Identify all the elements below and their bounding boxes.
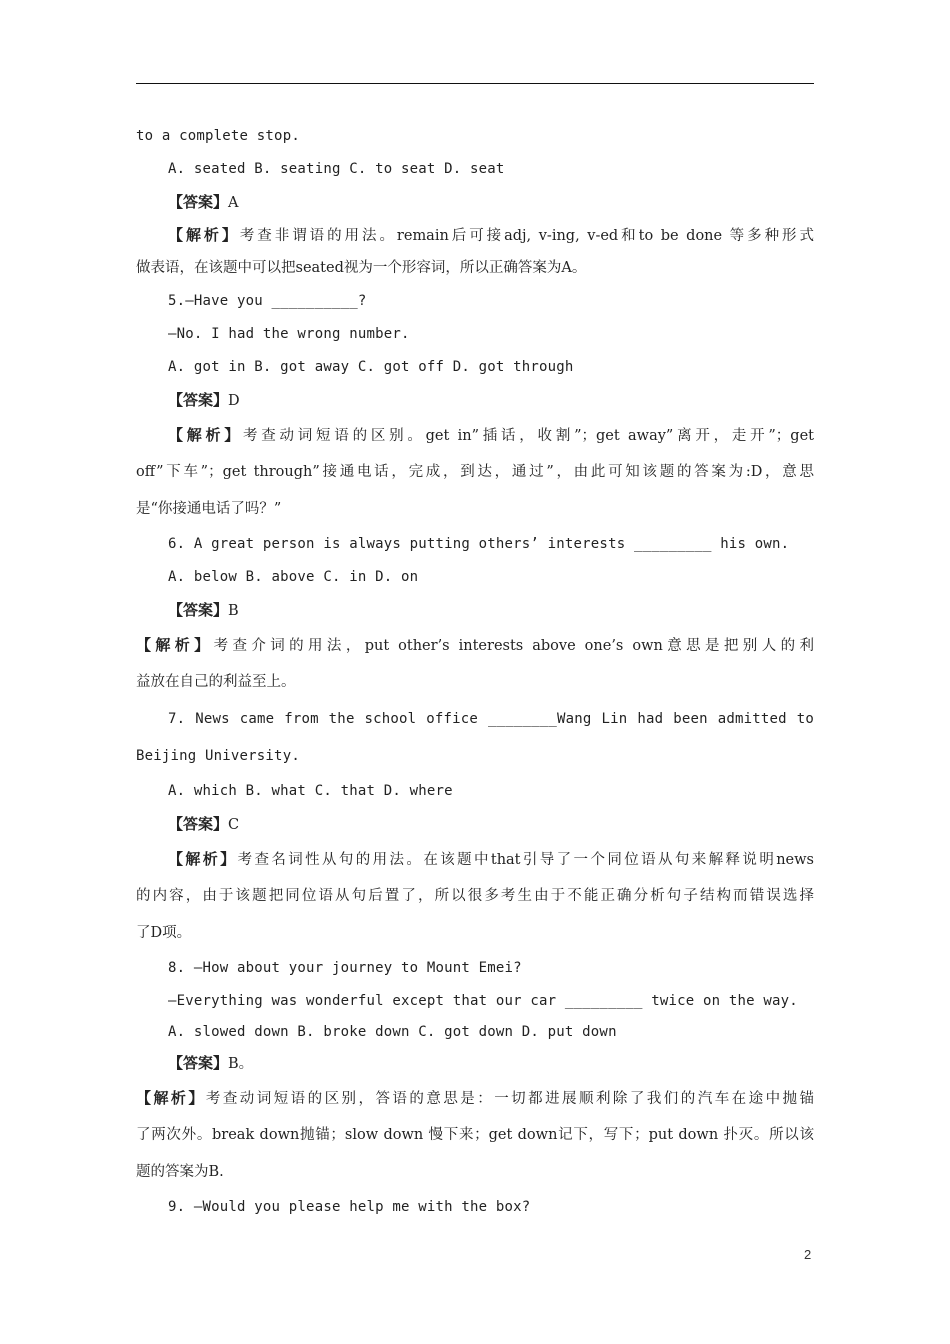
text-line: —Everything was wonderful except that our car _________ twice on the way. (168, 993, 798, 1009)
text-line: —No. I had the wrong number. (168, 326, 410, 342)
text-line: 了D项。 (136, 925, 192, 941)
page-number: 2 (804, 1247, 812, 1262)
section-tag: 【解析】 (136, 636, 214, 654)
section-tag: 【解析】 (136, 1089, 206, 1107)
text-line: 7. News came from the school office ________Wang Lin had been admitted to (168, 711, 814, 727)
text-line: 益放在自己的利益至上。 (136, 674, 296, 690)
section-tag: 【答案】 (168, 391, 229, 409)
text-line: 【答案】D (168, 391, 240, 409)
text-line: A. which B. what C. that D. where (168, 783, 453, 799)
section-tag: 【答案】 (168, 601, 229, 619)
text-line: 【解析】考查名词性从句的用法。在该题中that引导了一个同位语从句来解释说明news (168, 850, 814, 868)
section-tag: 【答案】 (168, 815, 229, 833)
text-line: 做表语，在该题中可以把seated视为一个形容词，所以正确答案为A。 (136, 260, 587, 276)
text-line: 8. —How about your journey to Mount Emei? (168, 960, 522, 976)
text-line: 的内容，由于该题把同位语从句后置了，所以很多考生由于不能正确分析句子结构而错误选择 (136, 888, 814, 904)
text-line: A. got in B. got away C. got off D. got through (168, 359, 574, 375)
text-line: 【解析】考查动词短语的区别。get in”插话，收割”；get away”离开，走开”；get (168, 426, 814, 444)
text-line: 5.—Have you __________? (168, 293, 367, 309)
text-line: 【答案】A (168, 193, 239, 211)
text-line: 【答案】C (168, 815, 240, 833)
text-line: A. slowed down B. broke down C. got down D. put down (168, 1024, 617, 1040)
text-line: off”下车”；get through”接通电话，完成，到达，通过”，由此可知该题的答案为:D，意思 (136, 464, 814, 480)
text-line: A. seated B. seating C. to seat D. seat (168, 161, 505, 177)
text-line: 题的答案为B. (136, 1164, 224, 1180)
text-line: 【解析】考查介词的用法，put other’s interests above one’s own意思是把别人的利 (136, 636, 814, 654)
text-line: 【答案】B。 (168, 1054, 254, 1072)
section-tag: 【答案】 (168, 1054, 229, 1072)
section-tag: 【解析】 (168, 426, 244, 444)
text-line: 6. A great person is always putting others’ interests _________ his own. (168, 536, 790, 552)
section-tag: 【答案】 (168, 193, 229, 211)
section-tag: 【解析】 (168, 850, 238, 868)
text-line: 【解析】考查非谓语的用法。remain后可接adj, v-ing, v-ed和to be done 等多种形式 (168, 226, 814, 244)
text-line: to a complete stop. (136, 128, 300, 144)
section-tag: 【解析】 (168, 226, 240, 244)
text-line: Beijing University. (136, 748, 300, 764)
text-line: 【答案】B (168, 601, 239, 619)
text-line: 了两次外。break down抛锚；slow down 慢下来；get down记下，写下；put down 扑灭。所以该 (136, 1127, 814, 1143)
text-line: 是“你接通电话了吗？” (136, 501, 282, 517)
text-line: 【解析】考查动词短语的区别，答语的意思是：一切都进展顺利除了我们的汽车在途中抛锚 (136, 1089, 814, 1107)
header-rule (136, 83, 814, 84)
document-body (136, 120, 814, 1224)
text-line: 9. —Would you please help me with the box? (168, 1199, 531, 1215)
text-line: A. below B. above C. in D. on (168, 569, 419, 585)
